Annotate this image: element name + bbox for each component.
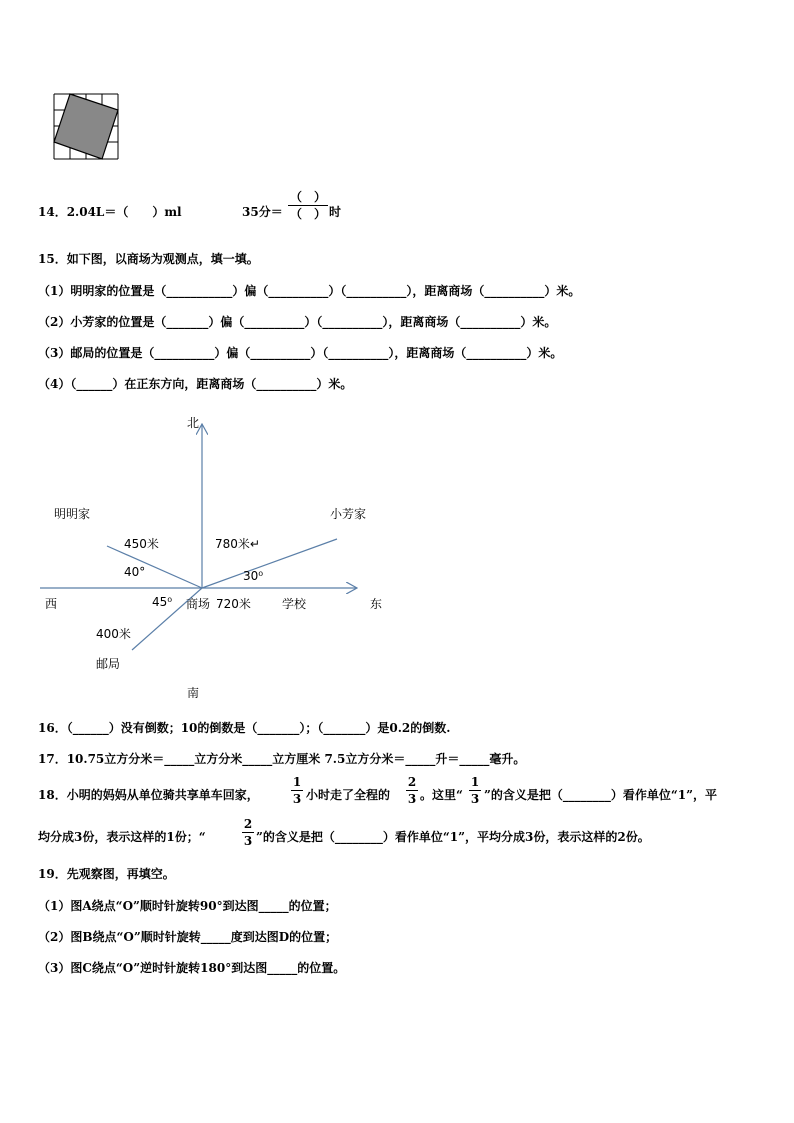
q18-fraction-3 [469,775,481,806]
q15-title: 15．如下图，以商场为观测点，填一填。 [38,252,259,266]
q14-part2-suffix: 时 [329,205,342,219]
q18-f2-num: 2 [407,775,417,789]
label-dist-450: 450米 [124,537,159,551]
label-mingming-home: 明明家 [54,507,91,521]
label-angle-45: 45⁰ [152,595,173,609]
q18-mid3: ”的含义是把（________）看作单位“1”，平 [484,788,718,802]
q18-f3-num: 1 [470,775,480,789]
label-mall: 商场 [186,597,211,611]
q15-item-3: （3）邮局的位置是（__________）偏（__________）（__________），距离商场（__________）米。 [38,346,563,360]
q19-title: 19．先观察图，再填空。 [38,867,175,881]
q18-f1-den: 3 [292,792,302,806]
q18-f3-den: 3 [470,792,480,806]
q18-mid1: 小时走了全程的 [306,788,391,802]
label-angle-40: 40° [124,565,146,579]
q18-fraction-4 [242,817,254,848]
q18-f2-den: 3 [407,792,417,806]
q15-item-1: （1）明明家的位置是（___________）偏（__________）（__________），距离商场（__________）米。 [38,284,581,298]
q18-fraction-2 [406,775,418,806]
q18-f4-den: 3 [243,834,253,848]
q18-fraction-1 [291,775,303,806]
q19-item-2: （2）图B绕点“O”顺时针旋转_____度到达图D的位置； [38,930,338,944]
label-north: 北 [187,416,200,430]
label-south: 南 [187,686,200,700]
q14-fraction-num: （ ） [289,190,326,204]
q18-line2-a: 均分成3份，表示这样的1份；“ [38,830,206,844]
q16: 16．（______）没有倒数；10的倒数是（_______）；（_______）是0.2的倒数. [38,721,451,735]
q19-item-3: （3）图C绕点“O”逆时针旋转180°到达图_____的位置。 [38,961,346,975]
q14-part2-prefix: 35分＝ [242,205,283,219]
q18-line2-b: ”的含义是把（________）看作单位“1”，平均分成3份，表示这样的2份。 [256,830,650,844]
q14-fraction-den: （ ） [289,207,326,221]
label-east: 东 [370,597,383,611]
q15-item-2: （2）小芳家的位置是（_______）偏（__________）（__________），距离商场（__________）米。 [38,315,557,329]
label-school: 学校 [282,597,307,611]
q14-part1: 14．2.04L＝（ ）ml [38,205,182,219]
label-angle-30: 30⁰ [243,569,264,583]
q15-item-4: （4）（______）在正东方向，距离商场（__________）米。 [38,377,353,391]
label-west: 西 [45,597,58,611]
label-dist-400: 400米 [96,627,131,641]
q18-prefix: 18．小明的妈妈从单位骑共享单车回家， [38,788,259,802]
line-mingming [107,546,202,588]
label-dist-720: 720米 [216,597,251,611]
label-xiaofang-home: 小芳家 [330,507,367,521]
q19-item-1: （1）图A绕点“O”顺时针旋转90°到达图_____的位置； [38,899,337,913]
q18-f4-num: 2 [243,817,253,831]
label-post-office: 邮局 [96,657,121,671]
q17: 17．10.75立方分米＝_____立方分米_____立方厘米 7.5立方分米＝_____升＝_____毫升。 [38,752,526,766]
q18-f1-num: 1 [292,775,302,789]
label-dist-780: 780米↵ [215,537,260,551]
q18-mid2: 。这里“ [420,788,463,802]
